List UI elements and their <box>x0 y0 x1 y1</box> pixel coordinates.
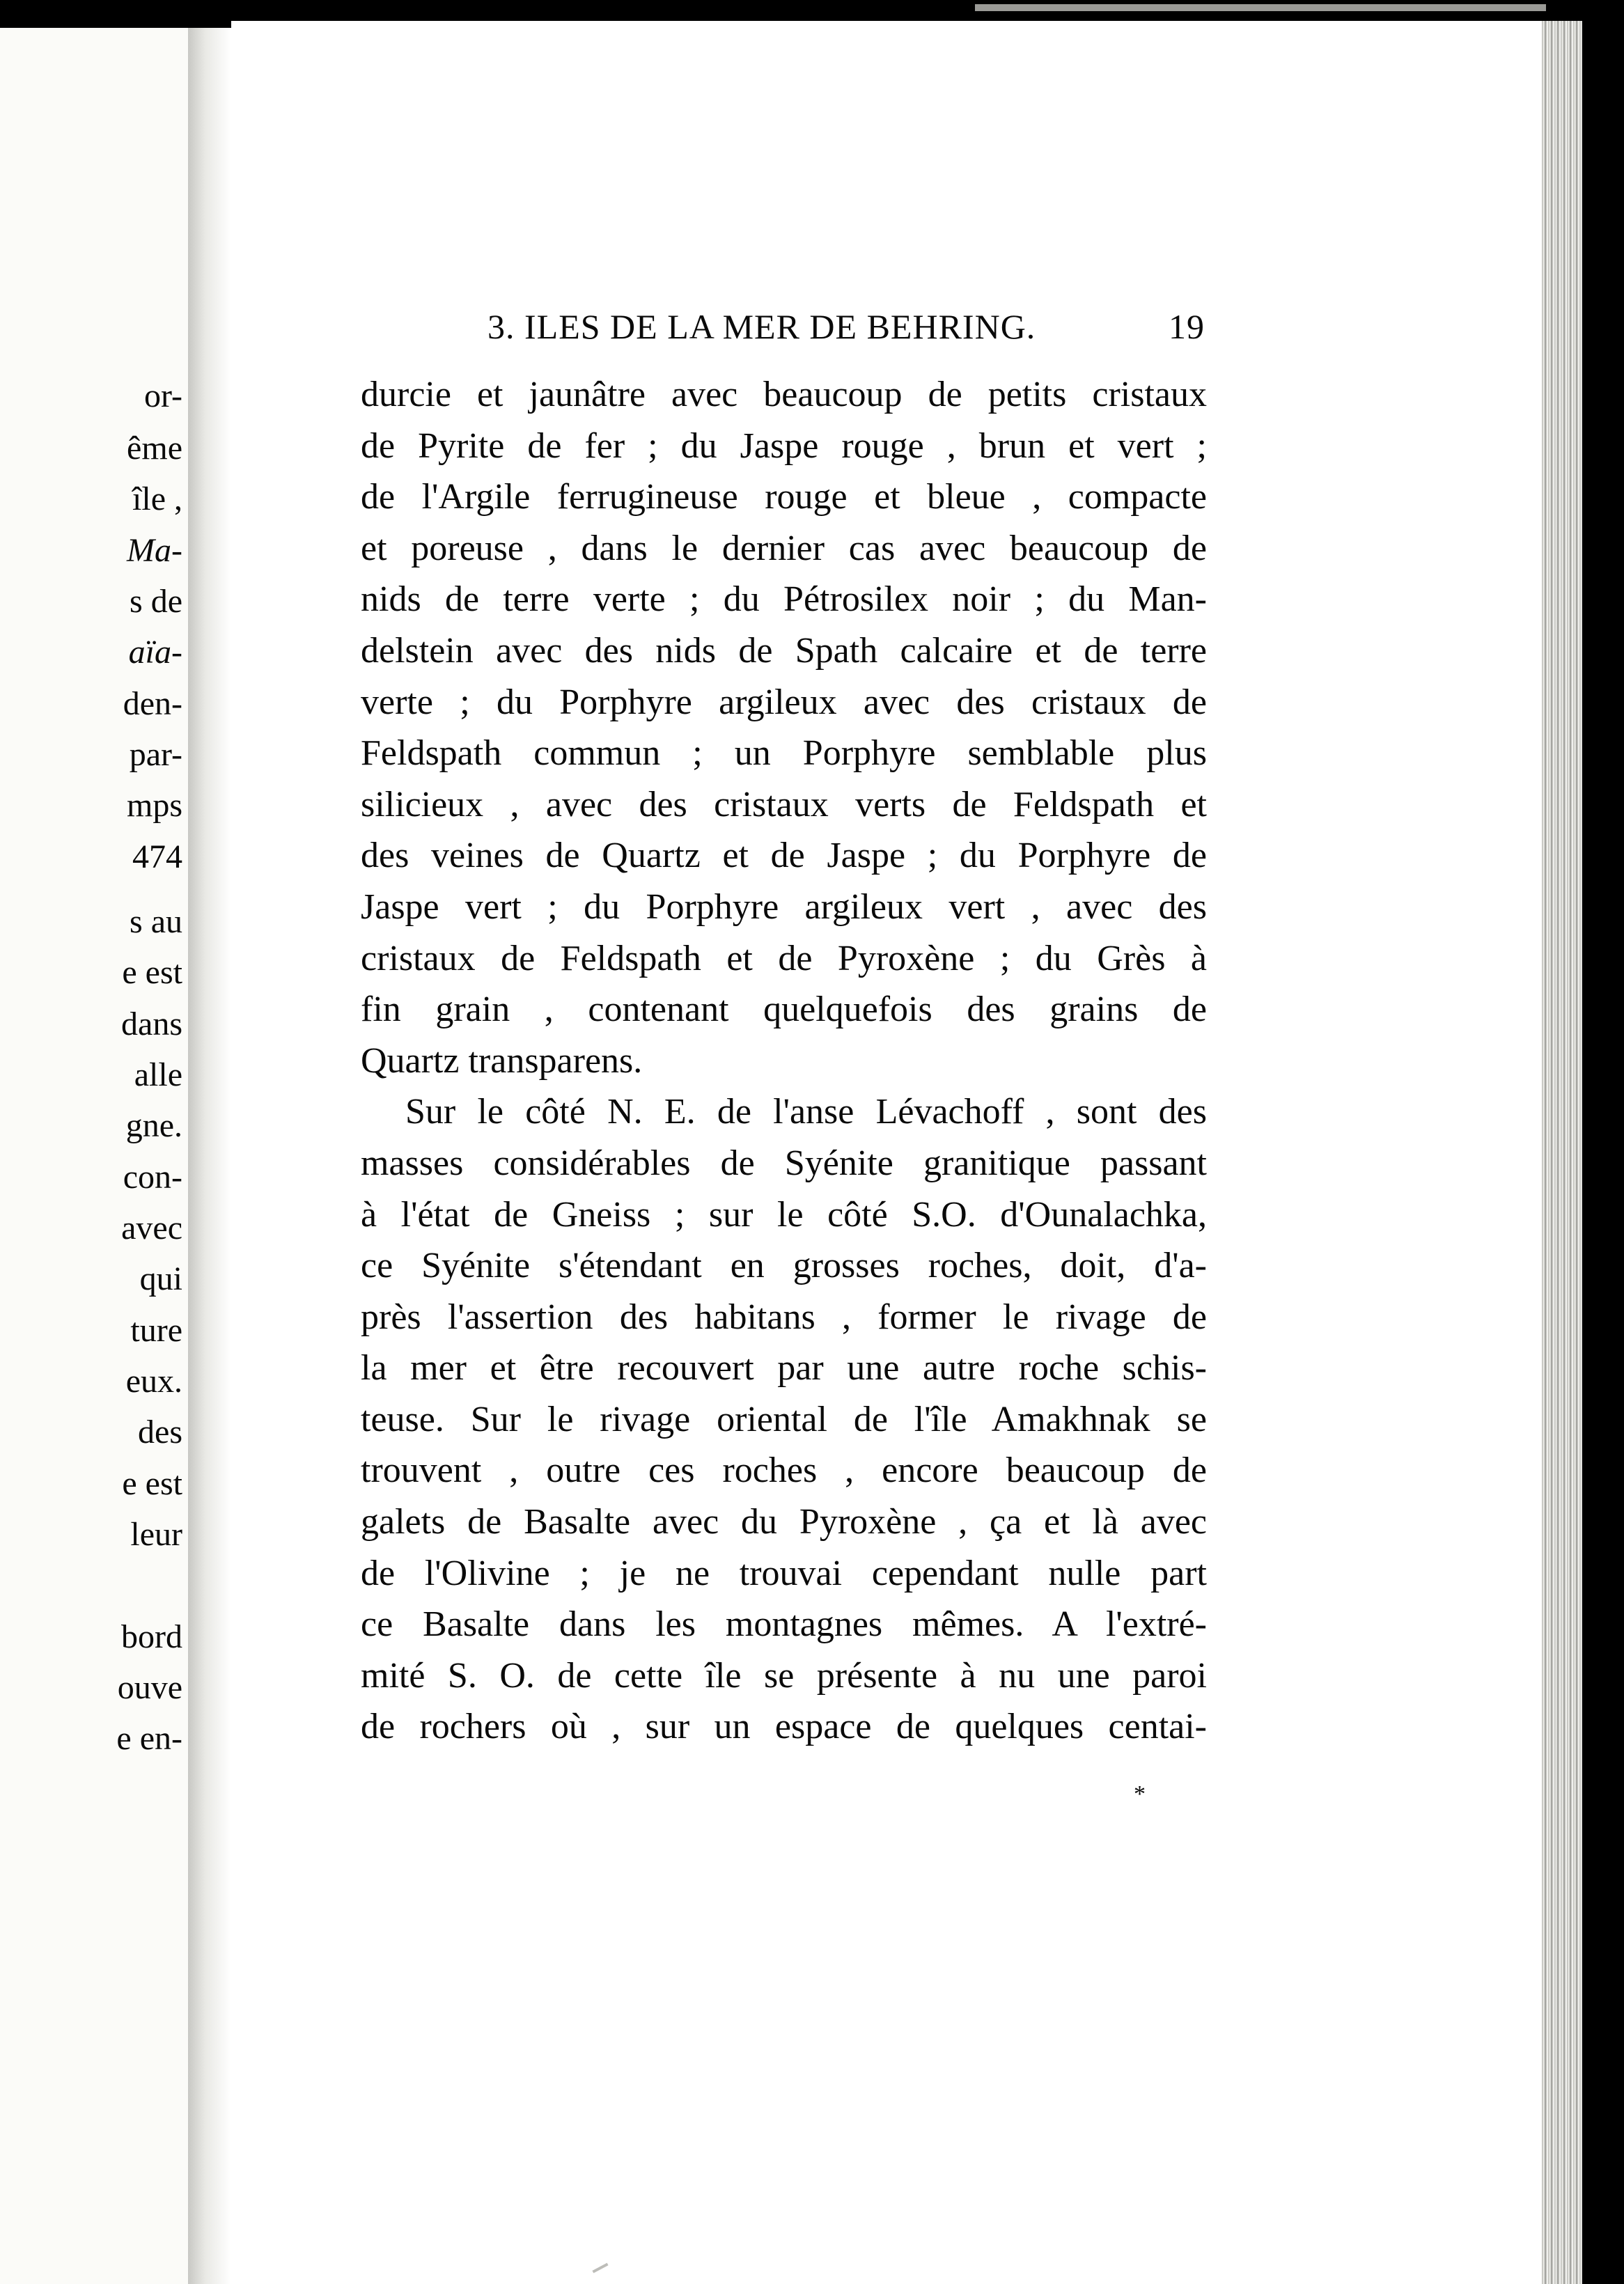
signature-mark: * <box>1134 1781 1146 1807</box>
left-page-fragment: s au <box>130 903 182 940</box>
text-line: ce Basalte dans les montagnes mêmes. A l'extré- <box>361 1604 1207 1645</box>
top-border-shadow <box>975 4 1546 11</box>
left-page-fragment: par- <box>129 736 182 773</box>
text-line: de l'Olivine ; je ne trouvai cependant nulle part <box>361 1553 1207 1593</box>
left-page-fragment: e est <box>122 954 182 991</box>
left-page-fragment: ême <box>127 430 182 467</box>
text-line: de l'Argile ferrugineuse rouge et bleue , compacte <box>361 477 1207 517</box>
text-line: trouvent , outre ces roches , encore beaucoup de <box>361 1450 1207 1491</box>
left-page-fragment: 474 <box>132 838 182 875</box>
text-line: Sur le côté N. E. de l'anse Lévachoff , sont des <box>405 1092 1207 1132</box>
left-page-fragment: gne. <box>125 1107 182 1144</box>
running-head-title: 3. ILES DE LA MER DE BEHRING. <box>487 307 1036 346</box>
text-line: près l'assertion des habitans , former le rivage de <box>361 1297 1207 1337</box>
text-line: durcie et jaunâtre avec beaucoup de petits cristaux <box>361 375 1207 414</box>
left-page-fragment: or- <box>143 377 182 414</box>
text-line: et poreuse , dans le dernier cas avec beaucoup de <box>361 528 1207 568</box>
left-page-fragment: Ma- <box>127 532 182 569</box>
text-line: de Pyrite de fer ; du Jaspe rouge , brun et vert ; <box>361 425 1207 466</box>
left-page-fragment: ouve <box>117 1669 182 1706</box>
page-number: 19 <box>1169 307 1205 346</box>
left-page-fragment: e est <box>122 1465 182 1502</box>
left-page-fragment: dans <box>121 1006 182 1042</box>
left-page-fragment: qui <box>139 1260 182 1297</box>
text-line: silicieux , avec des cristaux verts de Feldspath et <box>361 784 1207 824</box>
left-page-fragment: alle <box>134 1056 182 1093</box>
left-page-fragment: eux. <box>125 1363 182 1400</box>
text-line: ce Syénite s'étendant en grosses roches, doit, d'a- <box>361 1246 1207 1286</box>
left-page-fragment: avec <box>121 1210 182 1246</box>
page-edge <box>1542 21 1582 2284</box>
text-line: masses considérables de Syénite granitique passant <box>361 1143 1207 1183</box>
left-page-fragment: bord <box>121 1618 182 1655</box>
left-page <box>0 28 188 2284</box>
text-line: teuse. Sur le rivage oriental de l'île Amakhnak se <box>361 1399 1207 1439</box>
text-line: à l'état de Gneiss ; sur le côté S.O. d'Ounalachka, <box>361 1194 1207 1235</box>
left-page-fragment: s de <box>130 583 182 620</box>
left-page-fragment: mps <box>126 787 182 824</box>
text-line: mité S. O. de cette île se présente à nu une paroi <box>361 1655 1207 1696</box>
left-page-fragment: e en- <box>116 1720 182 1757</box>
text-line: verte ; du Porphyre argileux avec des cristaux de <box>361 682 1207 722</box>
left-page-fragment: aïa- <box>128 634 182 671</box>
running-head <box>487 306 1205 348</box>
text-line: cristaux de Feldspath et de Pyroxène ; du Grès à <box>361 938 1207 978</box>
text-line: galets de Basalte avec du Pyroxène , ça et là avec <box>361 1502 1207 1542</box>
left-page-fragment: den- <box>123 685 182 722</box>
left-page-fragment: con- <box>123 1159 182 1196</box>
text-line: de rochers où , sur un espace de quelques centai- <box>361 1707 1207 1747</box>
book-gutter <box>188 28 231 2284</box>
text-line: des veines de Quartz et de Jaspe ; du Porphyre de <box>361 836 1207 876</box>
text-line: Quartz transparens. <box>361 1040 643 1081</box>
text-line: nids de terre verte ; du Pétrosilex noir ; du Man- <box>361 579 1207 620</box>
left-page-fragment: île , <box>132 480 182 517</box>
text-line: Jaspe vert ; du Porphyre argileux vert , avec des <box>361 886 1207 927</box>
left-page-fragment: leur <box>130 1516 182 1553</box>
text-line: Feldspath commun ; un Porphyre semblable plus <box>361 733 1207 774</box>
left-page-fragment: ture <box>130 1312 182 1349</box>
text-line: la mer et être recouvert par une autre roche schis- <box>361 1348 1207 1389</box>
body-text <box>361 369 1207 1753</box>
left-page-fragment: des <box>138 1414 182 1450</box>
text-line: delstein avec des nids de Spath calcaire et de terre <box>361 630 1207 671</box>
text-line: fin grain , contenant quelquefois des grains de <box>361 990 1207 1030</box>
